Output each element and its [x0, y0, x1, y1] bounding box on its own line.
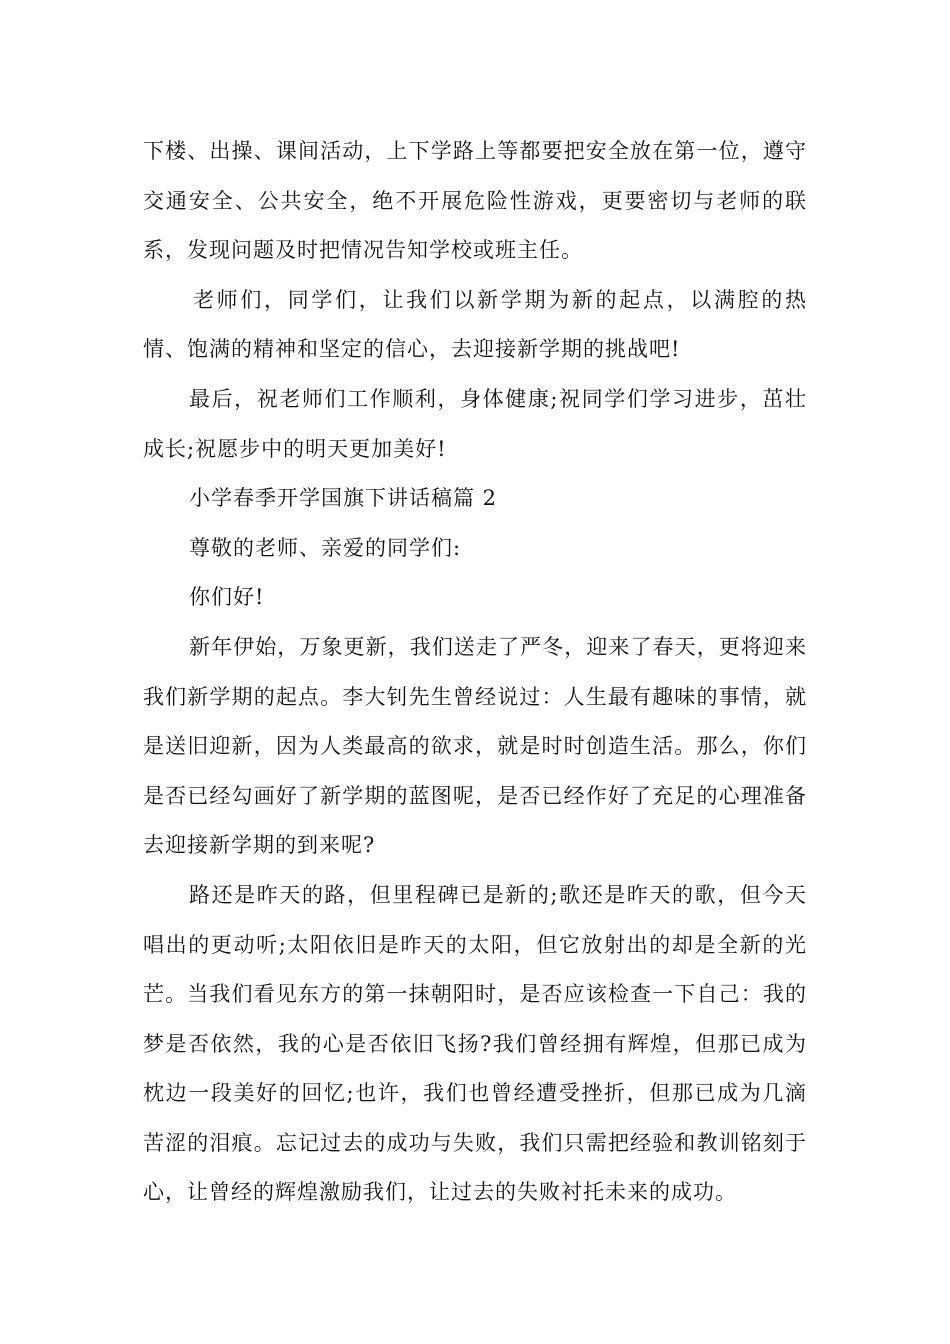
document-body [143, 127, 807, 1218]
greeting: 你们好! [189, 585, 265, 610]
paragraph-safety-continued: 下楼、出操、课间活动，上下学路上等都要把安全放在第一位，遵守交通安全、公共安全，绝不开展危险性游戏，更要密切与老师的联系，发现问题及时把情况告知学校或班主任。 [143, 139, 807, 263]
paragraph-closing-wishes: 最后，祝老师们工作顺利，身体健康;祝同学们学习进步，茁壮成长;祝愿步中的明天更加美好! [143, 386, 807, 461]
paragraph-reflection: 路还是昨天的路，但里程碑已是新的;歌还是昨天的歌，但今天唱出的更动听;太阳依旧是昨天的太阳，但它放射出的却是全新的光芒。当我们看见东方的第一抹朝阳时，是否应该检查一下自己：我的梦是否依然，我的心是否依旧飞扬?我们曾经拥有辉煌，但那已成为枕边一段美好的回忆;也许，我们也曾经遭受挫折，但那已成为几滴苦涩的泪痕。忘记过去的成功与失败，我们只需把经验和教训铭刻于心，让曾经的辉煌激励我们，让过去的失败衬托未来的成功。 [143, 882, 807, 1205]
paragraph-new-year: 新年伊始，万象更新，我们送走了严冬，迎来了春天，更将迎来我们新学期的起点。李大钊先生曾经说过：人生最有趣味的事情，就是送旧迎新，因为人类最高的欲求，就是时时创造生活。那么，你们是否已经勾画好了新学期的蓝图呢，是否已经作好了充足的心理准备去迎接新学期的到来呢? [143, 634, 807, 858]
salutation: 尊敬的老师、亲爱的同学们: [189, 535, 462, 560]
section-heading: 小学春季开学国旗下讲话稿篇 2 [189, 486, 498, 511]
paragraph-call-to-action: 老师们，同学们，让我们以新学期为新的起点，以满腔的热情、饱满的精神和坚定的信心，去迎接新学期的挑战吧! [143, 287, 807, 362]
